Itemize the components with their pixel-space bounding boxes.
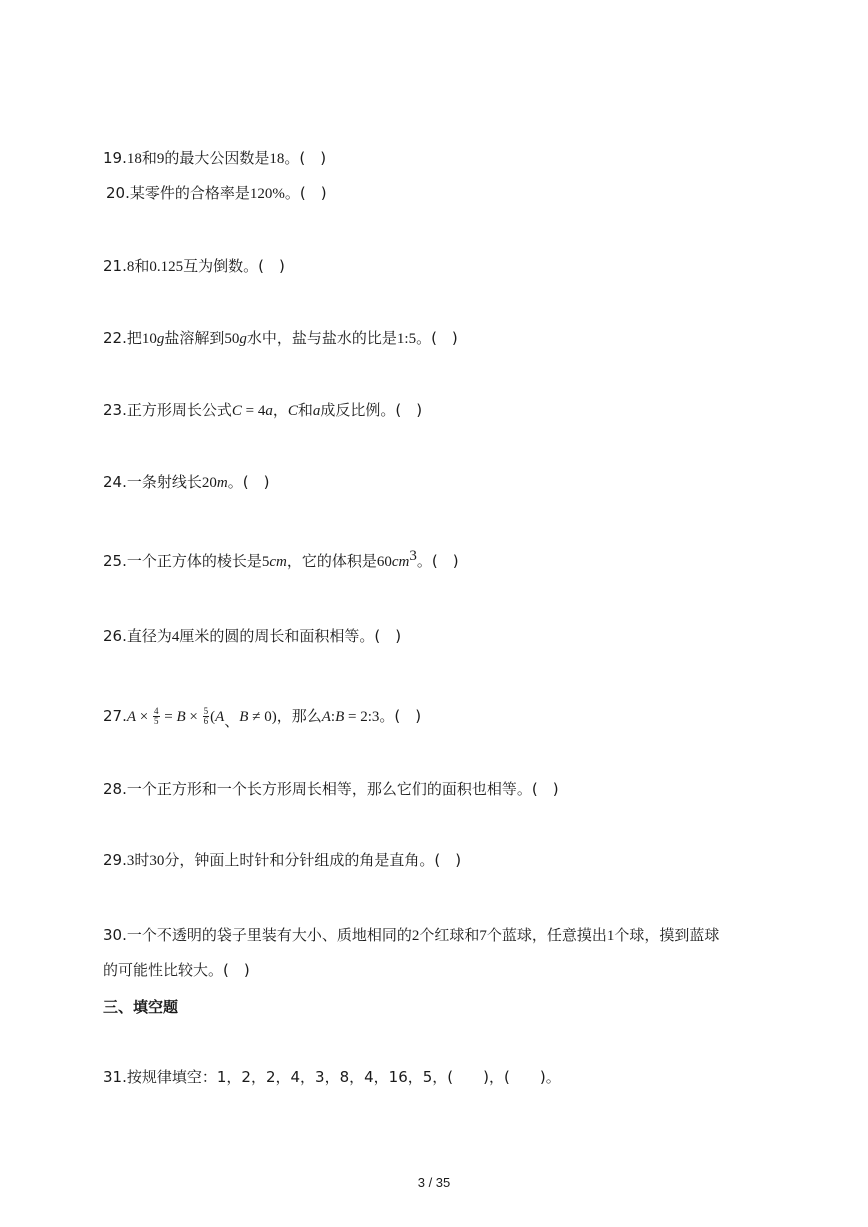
question-19 <box>103 148 326 169</box>
answer-blank: 。( ) <box>416 329 458 347</box>
q-number: 23. <box>103 401 127 419</box>
math-exponent: 3 <box>409 548 417 564</box>
fraction <box>203 707 210 726</box>
text: 一个正方体的棱长是 <box>126 552 262 570</box>
question-21 <box>103 256 285 277</box>
question-27 <box>103 706 422 730</box>
answer-blank: 。( ) <box>227 473 270 491</box>
section-heading: 三、填空题 <box>103 998 179 1016</box>
text: ，那么 <box>276 707 322 725</box>
answer-blank: 。( ) <box>284 184 327 202</box>
text: 盐溶解到 <box>164 329 225 347</box>
math-op: × <box>185 709 202 725</box>
q-number: 31. <box>103 1068 127 1086</box>
text: ， <box>272 401 288 419</box>
question-26 <box>103 626 401 647</box>
math-var: C <box>231 403 242 419</box>
math-var: B <box>239 709 249 725</box>
math-number: 20 <box>201 475 217 491</box>
math-number: 1 <box>606 928 615 944</box>
text: ，它的体积是 <box>286 552 377 570</box>
q-number: 21. <box>103 257 127 275</box>
math-var: B <box>176 709 186 725</box>
text: 某零件的合格率是 <box>129 184 250 202</box>
math-number: 0.125 <box>149 259 184 275</box>
question-23 <box>103 400 422 421</box>
text: 和 <box>297 401 313 419</box>
math-expr: = 4 <box>241 403 266 419</box>
math-var: B <box>335 709 345 725</box>
text: 按规律填空：1，2，2，4，3，8，4，16，5，( )，( )。 <box>126 1068 561 1086</box>
math-number: 30 <box>149 853 165 869</box>
math-op: : <box>330 709 336 725</box>
math-unit: g <box>239 331 247 347</box>
math-number: 60 <box>376 554 392 570</box>
text: 水中，盐与盐水的比是 <box>246 329 397 347</box>
q-number: 20. <box>106 184 130 202</box>
math-paren: ( <box>210 709 216 725</box>
q-number: 29. <box>103 851 127 869</box>
math-number: 18 <box>126 151 142 167</box>
q-number: 24. <box>103 473 127 491</box>
math-var: C <box>287 403 298 419</box>
math-var: a <box>265 403 273 419</box>
q-number: 19. <box>103 149 127 167</box>
fraction-denominator: 6 <box>203 716 209 726</box>
text: 把 <box>126 329 142 347</box>
question-24 <box>103 472 269 493</box>
text: 直径为 <box>126 627 172 645</box>
text: 正方形周长公式 <box>126 401 232 419</box>
q-number: 28. <box>103 780 127 798</box>
text: 、 <box>224 712 240 730</box>
math-number: 7 <box>479 928 487 944</box>
math-number: 2 <box>411 928 420 944</box>
math-unit: cm <box>391 554 410 570</box>
text: 和 <box>141 149 157 167</box>
answer-blank: 。( ) <box>379 707 422 725</box>
math-op: × <box>136 709 152 725</box>
math-number: 9 <box>156 151 165 167</box>
math-number: 3 <box>126 853 135 869</box>
text: 的可能性比较大。( ) <box>103 961 250 979</box>
math-number: 50 <box>224 331 240 347</box>
answer-blank: 。( ) <box>416 552 459 570</box>
fraction-numerator: 5 <box>203 706 209 716</box>
math-number: 5 <box>261 554 270 570</box>
text: 时 <box>134 851 150 869</box>
math-expr: = 2:3 <box>344 709 380 725</box>
question-28 <box>103 779 559 799</box>
q-number: 27. <box>103 707 127 725</box>
math-number: 18 <box>269 151 285 167</box>
question-30-line2 <box>103 960 250 980</box>
math-var: A <box>215 709 225 725</box>
question-20 <box>106 183 327 204</box>
text: 个蓝球，任意摸出 <box>486 926 607 944</box>
math-var: a <box>312 403 321 419</box>
text: 个红球和 <box>419 926 480 944</box>
question-29 <box>103 850 461 871</box>
text: 一条射线长 <box>126 473 202 491</box>
math-number: 8 <box>126 259 135 275</box>
text: 一个正方形和一个长方形周长相等，那么它们的面积也相等。( ) <box>126 780 559 798</box>
text: 厘米的圆的周长和面积相等。( ) <box>179 627 402 645</box>
text: 的最大公因数是 <box>164 149 270 167</box>
math-unit: g <box>156 331 165 347</box>
math-number: 10 <box>141 331 157 347</box>
q-number: 25. <box>103 552 127 570</box>
text: 互为倒数。( ) <box>183 257 285 275</box>
q-number: 26. <box>103 627 127 645</box>
text: 分，钟面上时针和分针组成的角是直角。( ) <box>164 851 462 869</box>
fraction-denominator: 5 <box>154 716 159 726</box>
question-25 <box>103 548 459 572</box>
q-number: 22. <box>103 329 127 347</box>
text: 个球，摸到蓝球 <box>614 926 720 944</box>
math-op: = <box>160 709 177 725</box>
math-var: A <box>321 709 331 725</box>
text: 一个不透明的袋子里装有大小、质地相同的 <box>126 926 412 944</box>
math-ratio: 1:5 <box>396 331 417 347</box>
math-number: 120% <box>249 186 285 202</box>
math-expr: ≠ 0) <box>248 709 277 725</box>
text: 成反比例。( ) <box>320 401 423 419</box>
page-number: 3 / 35 <box>417 1175 451 1190</box>
fraction-numerator: 4 <box>154 706 159 716</box>
math-unit: m <box>216 475 228 491</box>
q-number: 30. <box>103 926 127 944</box>
math-unit: cm <box>269 554 287 570</box>
question-31 <box>103 1067 561 1087</box>
text: 和 <box>134 257 150 275</box>
question-30 <box>103 925 719 946</box>
question-22 <box>103 328 458 349</box>
fraction <box>153 707 160 726</box>
answer-blank: 。( ) <box>284 149 327 167</box>
math-var: A <box>126 709 137 725</box>
math-number: 4 <box>171 629 180 645</box>
